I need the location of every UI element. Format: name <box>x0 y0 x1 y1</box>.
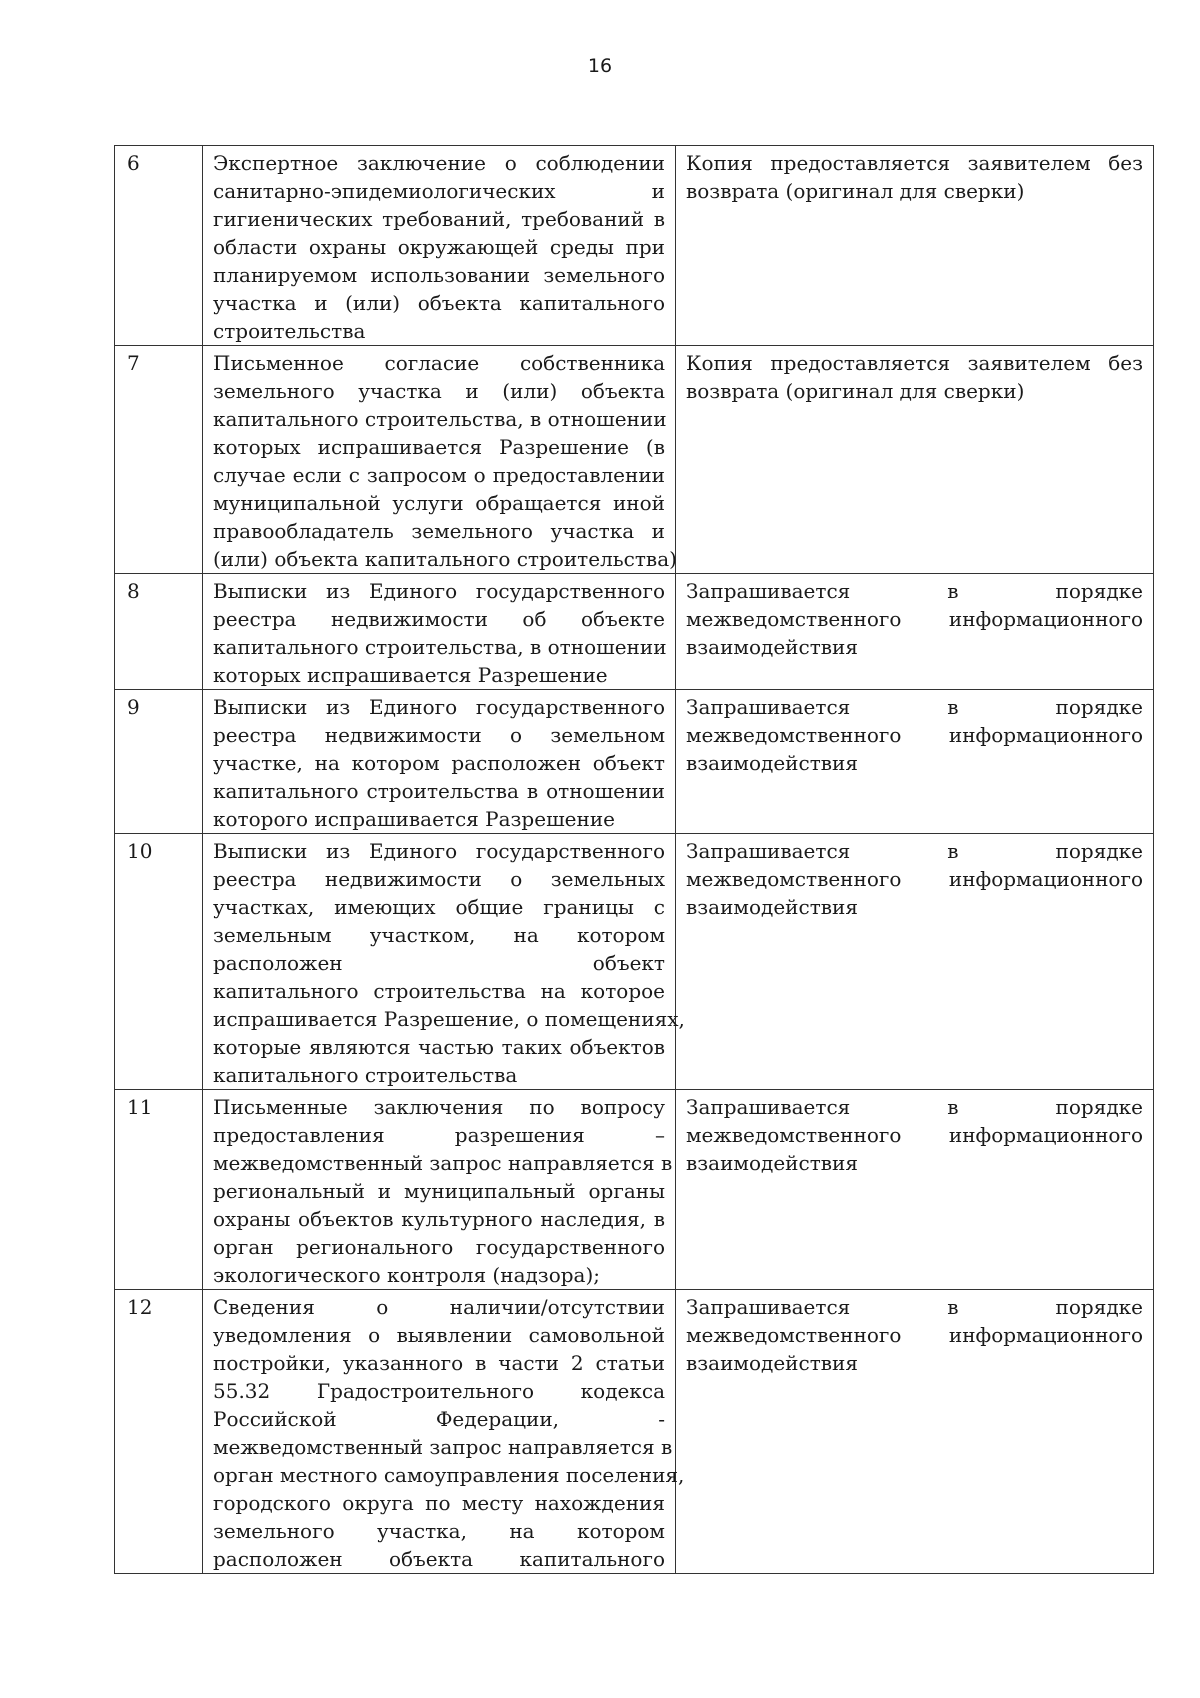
submission-condition-cell <box>676 146 1154 346</box>
submission-condition-line: межведомственного информационного <box>686 1123 1143 1147</box>
submission-condition-line: Запрашивается в порядке <box>686 839 1143 863</box>
document-name-line: предоставления разрешения – <box>213 1123 665 1147</box>
submission-condition-line: возврата (оригинал для сверки) <box>686 179 1025 203</box>
document-name-line: земельного участка и (или) объекта <box>213 379 665 403</box>
document-name-line: которые являются частью таких объектов <box>213 1035 665 1059</box>
document-name-line: расположен объект <box>213 951 665 975</box>
submission-condition-cell <box>676 346 1154 574</box>
document-name-line: уведомления о выявлении самовольной <box>213 1323 665 1347</box>
document-name-line: реестра недвижимости о земельном <box>213 723 665 747</box>
document-name-line: участка и (или) объекта капитального <box>213 291 665 315</box>
document-name-line: капитального строительства в отношении <box>213 779 665 803</box>
documents-table <box>114 145 1154 1574</box>
document-name-line: строительства <box>213 319 366 343</box>
document-name-line: земельным участком, на котором <box>213 923 665 947</box>
document-name-cell <box>203 1090 676 1290</box>
document-name-line: межведомственный запрос направляется в <box>213 1151 673 1175</box>
document-name-line: экологического контроля (надзора); <box>213 1263 601 1287</box>
submission-condition-line: взаимодействия <box>686 1351 858 1375</box>
document-name-cell <box>203 690 676 834</box>
document-name-line: реестра недвижимости об объекте <box>213 607 665 631</box>
document-name-cell <box>203 1290 685 1574</box>
document-name-line: капитального строительства <box>213 1063 518 1087</box>
submission-condition-line: возврата (оригинал для сверки) <box>686 379 1025 403</box>
documents-table-body <box>115 146 1154 1574</box>
submission-condition-cell <box>676 1290 1154 1574</box>
document-name-line: испрашивается Разрешение, о помещениях, <box>213 1007 685 1031</box>
row-number: 12 <box>115 1290 203 1574</box>
document-name-line: орган регионального государственного <box>213 1235 665 1259</box>
submission-condition-line: Запрашивается в порядке <box>686 579 1143 603</box>
document-name-line: охраны объектов культурного наследия, в <box>213 1207 665 1231</box>
document-name-line: которых испрашивается Разрешение (в <box>213 435 665 459</box>
document-name-line: капитального строительства, в отношении <box>213 407 667 431</box>
document-name-line: межведомственный запрос направляется в <box>213 1435 673 1459</box>
document-name-line: санитарно-эпидемиологических и <box>213 179 665 203</box>
document-name-line: региональный и муниципальный органы <box>213 1179 665 1203</box>
document-name-line: Выписки из Единого государственного <box>213 579 665 603</box>
submission-condition-line: Запрашивается в порядке <box>686 1295 1143 1319</box>
submission-condition-line: межведомственного информационного <box>686 1323 1143 1347</box>
row-number: 6 <box>115 146 203 346</box>
document-name-cell <box>203 346 676 574</box>
submission-condition-line: Копия предоставляется заявителем без <box>686 151 1143 175</box>
document-name-line: Письменные заключения по вопросу <box>213 1095 665 1119</box>
document-name-line: Сведения о наличии/отсутствии <box>213 1295 665 1319</box>
document-name-line: области охраны окружающей среды при <box>213 235 665 259</box>
row-number: 11 <box>115 1090 203 1290</box>
document-name-line: орган местного самоуправления поселения, <box>213 1463 685 1487</box>
table-row <box>115 146 1154 346</box>
submission-condition-line: межведомственного информационного <box>686 723 1143 747</box>
document-name-line: которого испрашивается Разрешение <box>213 807 615 831</box>
submission-condition-line: взаимодействия <box>686 1151 858 1175</box>
document-name-line: реестра недвижимости о земельных <box>213 867 665 891</box>
document-name-line: расположен объекта капитального <box>213 1547 665 1571</box>
table-row <box>115 690 1154 834</box>
document-name-line: (или) объекта капитального строительства) <box>213 547 677 571</box>
row-number: 10 <box>115 834 203 1090</box>
document-name-line: правообладатель земельного участка и <box>213 519 665 543</box>
document-name-line: 55.32 Градостроительного кодекса <box>213 1379 665 1403</box>
document-name-line: капитального строительства, в отношении <box>213 635 667 659</box>
submission-condition-cell <box>676 690 1154 834</box>
submission-condition-line: взаимодействия <box>686 895 858 919</box>
document-name-line: планируемом использовании земельного <box>213 263 665 287</box>
document-name-line: участках, имеющих общие границы с <box>213 895 665 919</box>
submission-condition-line: Запрашивается в порядке <box>686 1095 1143 1119</box>
submission-condition-line: Запрашивается в порядке <box>686 695 1143 719</box>
document-name-line: земельного участка, на котором <box>213 1519 665 1543</box>
document-name-line: постройки, указанного в части 2 статьи <box>213 1351 665 1375</box>
submission-condition-cell <box>676 574 1154 690</box>
document-name-line: гигиенических требований, требований в <box>213 207 665 231</box>
submission-condition-line: Копия предоставляется заявителем без <box>686 351 1143 375</box>
row-number: 8 <box>115 574 203 690</box>
submission-condition-line: межведомственного информационного <box>686 607 1143 631</box>
submission-condition-line: межведомственного информационного <box>686 867 1143 891</box>
document-name-line: участке, на котором расположен объект <box>213 751 665 775</box>
document-name-line: капитального строительства на которое <box>213 979 665 1003</box>
document-name-line: Письменное согласие собственника <box>213 351 665 375</box>
submission-condition-cell <box>676 1090 1154 1290</box>
row-number: 9 <box>115 690 203 834</box>
table-row <box>115 834 1154 1090</box>
document-name-line: которых испрашивается Разрешение <box>213 663 608 687</box>
submission-condition-cell <box>676 834 1154 1090</box>
table-row <box>115 1090 1154 1290</box>
table-row <box>115 346 1154 574</box>
page-number: 16 <box>587 55 613 77</box>
table-row <box>115 1290 1154 1574</box>
document-name-cell <box>203 146 676 346</box>
document-name-line: муниципальной услуги обращается иной <box>213 491 665 515</box>
document-name-cell <box>203 574 676 690</box>
document-name-line: Выписки из Единого государственного <box>213 695 665 719</box>
document-name-line: Российской Федерации, - <box>213 1407 665 1431</box>
row-number: 7 <box>115 346 203 574</box>
document-name-line: случае если с запросом о предоставлении <box>213 463 665 487</box>
document-name-cell <box>203 834 685 1090</box>
document-name-line: Экспертное заключение о соблюдении <box>213 151 665 175</box>
document-name-line: городского округа по месту нахождения <box>213 1491 665 1515</box>
document-name-line: Выписки из Единого государственного <box>213 839 665 863</box>
table-row <box>115 574 1154 690</box>
submission-condition-line: взаимодействия <box>686 751 858 775</box>
submission-condition-line: взаимодействия <box>686 635 858 659</box>
